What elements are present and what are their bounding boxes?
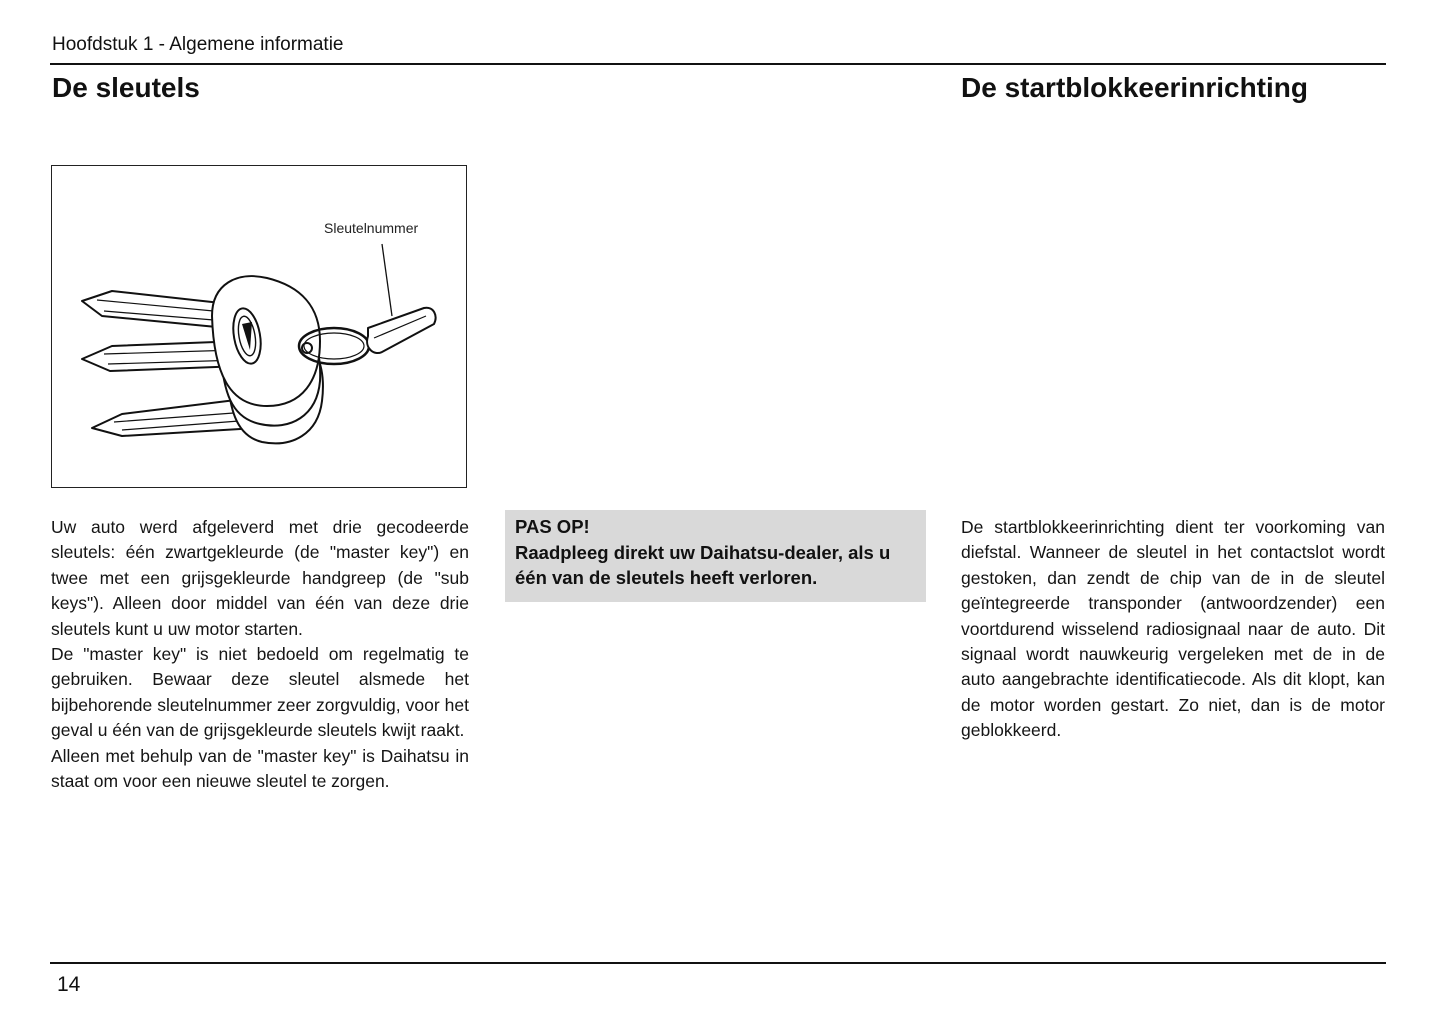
warning-box bbox=[505, 510, 926, 602]
paragraph: De "master key" is niet bedoeld om regelmatig te gebruiken. Bewaar deze sleutel alsmede het bijbehorende sleutelnummer zeer zorgvuldig, voor het geval u één van de grijsgekleurde sleutels kwijt raakt. bbox=[51, 644, 469, 741]
footer-divider bbox=[50, 962, 1386, 964]
keys-description bbox=[51, 515, 469, 794]
paragraph: Uw auto werd afgeleverd met drie gecodeerde sleutels: één zwartgekleurde (de "master key") en twee met een grijsgekleurde handgreep (de "sub keys"). Alleen door middel van één van deze drie sleutels kunt u uw motor starten. bbox=[51, 517, 469, 639]
warning-title: PAS OP! bbox=[515, 516, 590, 537]
paragraph: Alleen met behulp van de "master key" is Daihatsu in staat om voor een nieuwe sleutel te zorgen. bbox=[51, 745, 469, 792]
warning-text: Raadpleeg direkt uw Daihatsu-dealer, als u één van de sleutels heeft verloren. bbox=[515, 542, 891, 588]
chapter-header: Hoofdstuk 1 - Algemene informatie bbox=[52, 34, 344, 55]
immobilizer-description bbox=[961, 515, 1385, 744]
key-tag-icon bbox=[367, 308, 435, 353]
key-number-label: Sleutelnummer bbox=[324, 220, 419, 236]
car-key-icon bbox=[82, 291, 230, 328]
section-title-immobilizer: De startblokkeerinrichting bbox=[961, 72, 1308, 103]
label-leader-line bbox=[382, 244, 392, 316]
page-number: 14 bbox=[57, 973, 81, 996]
keys-illustration bbox=[51, 165, 467, 488]
keys-drawing bbox=[52, 166, 468, 489]
header-divider bbox=[50, 63, 1386, 65]
key-head-front bbox=[212, 276, 320, 406]
paragraph: De startblokkeerinrichting dient ter voorkoming van diefstal. Wanneer de sleutel in het contactslot wordt gestoken, dan zendt de chip van de in de sleutel geïntegreerde transponder (antwoordzender) een voortdurend wisselend radiosignaal naar de auto. Dit signaal wordt nauwkeurig vergeleken met de in de auto aangebrachte identificatiecode. Als dit klopt, kan de motor worden gestart. Zo niet, dan is de motor geblokkeerd. bbox=[961, 517, 1385, 741]
section-title-keys: De sleutels bbox=[52, 72, 200, 103]
